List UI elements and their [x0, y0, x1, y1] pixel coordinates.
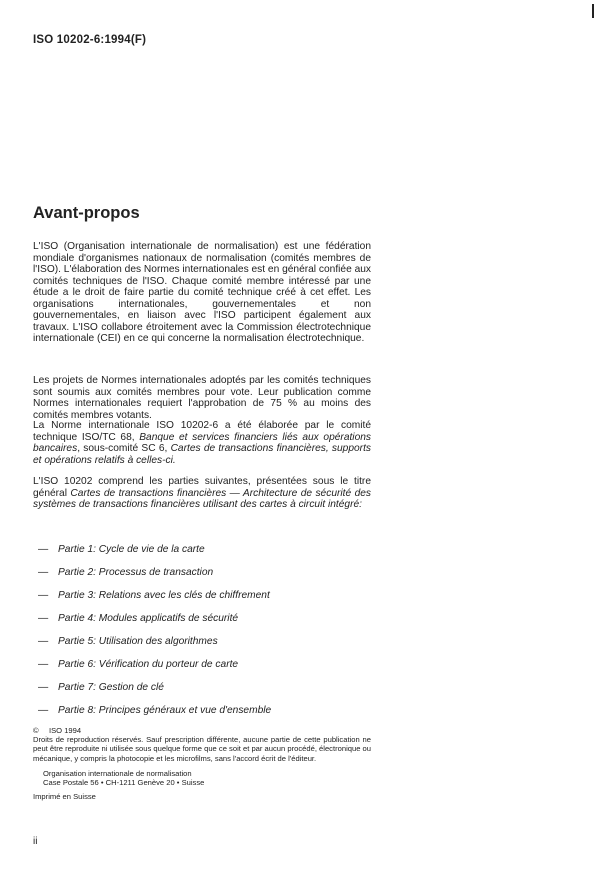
part-title: Partie 5: Utilisation des algorithmes [58, 636, 218, 647]
copyright-symbol: © [33, 726, 39, 735]
copyright-holder: ISO 1994 [49, 726, 82, 735]
dash-marker: — [38, 590, 49, 601]
standard-identifier: ISO 10202-6:1994(F) [33, 34, 147, 46]
dash-marker: — [38, 544, 49, 555]
list-item [38, 544, 271, 567]
dash-marker: — [38, 567, 49, 578]
list-item [38, 567, 271, 590]
dash-marker: — [38, 659, 49, 670]
part-title: Partie 6: Vérification du porteur de carte [58, 659, 239, 670]
foreword-paragraph-2: Les projets de Normes internationales adoptés par les comités techniques sont soumis aux comités membres pour vote. Leur publication comme Normes internationales requiert l'approbation de 75 % au moins des comités membres votants. [33, 375, 371, 421]
dash-marker: — [38, 636, 49, 647]
publisher-name: Organisation internationale de normalisation [43, 768, 192, 778]
paragraph-3-text-1: La Norme internationale ISO 10202-6 a été élaborée par le comité technique ISO/TC 68, [33, 420, 371, 443]
part-title: Partie 8: Principes généraux et vue d'ensemble [58, 705, 272, 716]
corner-crop-mark [592, 4, 594, 18]
paragraph-3-text-2: , sous-comité SC 6, [77, 443, 171, 454]
list-item [38, 590, 271, 613]
dash-marker: — [38, 613, 49, 624]
part-title: Partie 3: Relations avec les clés de chiffrement [58, 590, 270, 601]
list-item [38, 705, 271, 728]
paragraph-4-text: L'ISO 10202 comprend les parties suivantes, présentées sous le titre général [33, 476, 371, 499]
part-title: Partie 7: Gestion de clé [58, 682, 164, 693]
subcommittee-title: Cartes de transactions financières, supports et opérations relatifs à celles-ci. [33, 443, 371, 466]
copyright-block [33, 726, 371, 801]
dash-marker: — [38, 705, 49, 716]
list-item [38, 682, 271, 705]
parts-list [38, 544, 271, 728]
publisher-address: Case Postale 56 • CH-1211 Genève 20 • Suisse [43, 778, 205, 788]
general-title: Cartes de transactions financières — Architecture de sécurité des systèmes de transactions financières utilisant des cartes à circuit intégré: [33, 487, 371, 510]
printed-notice: Imprimé en Suisse [33, 792, 96, 802]
rights-notice: Droits de reproduction réservés. Sauf prescription différente, aucune partie de cette publication ne peut être reproduite ni utilisée sous quelque forme que ce soit et par aucun procédé, électronique ou mécanique, y compris la photocopie et les microfilms, sans l'accord écrit de l'éditeur. [33, 735, 371, 763]
part-title: Partie 1: Cycle de vie de la carte [58, 544, 205, 555]
part-title: Partie 4: Modules applicatifs de sécurité [58, 613, 239, 624]
list-item [38, 636, 271, 659]
foreword-paragraph-1: L'ISO (Organisation internationale de normalisation) est une fédération mondiale d'organismes nationaux de normalisation (comités membres de l'ISO). L'élaboration des Normes internationales est en général confiée aux comités techniques de l'ISO. Chaque comité membre intéressé par une étude a le droit de faire partie du comité technique créé à cet effet. Les organisations internationales, gouvernementales et non gouvernementales, en liaison avec l'ISO participent également aux travaux. L'ISO collabore étroitement avec la Commission électrotechnique internationale (CEI) en ce qui concerne la normalisation électrotechnique. [33, 241, 372, 344]
list-item [38, 659, 271, 682]
section-heading: Avant-propos [33, 204, 140, 222]
committee-title: Banque et services financiers liés aux opérations bancaires [33, 431, 371, 454]
copyright-line [33, 726, 371, 735]
list-item [38, 613, 271, 636]
foreword-paragraph-4 [33, 476, 371, 511]
part-title: Partie 2: Processus de transaction [58, 567, 214, 578]
dash-marker: — [38, 682, 49, 693]
page-number: ii [33, 836, 38, 847]
foreword-paragraph-3 [33, 420, 371, 466]
